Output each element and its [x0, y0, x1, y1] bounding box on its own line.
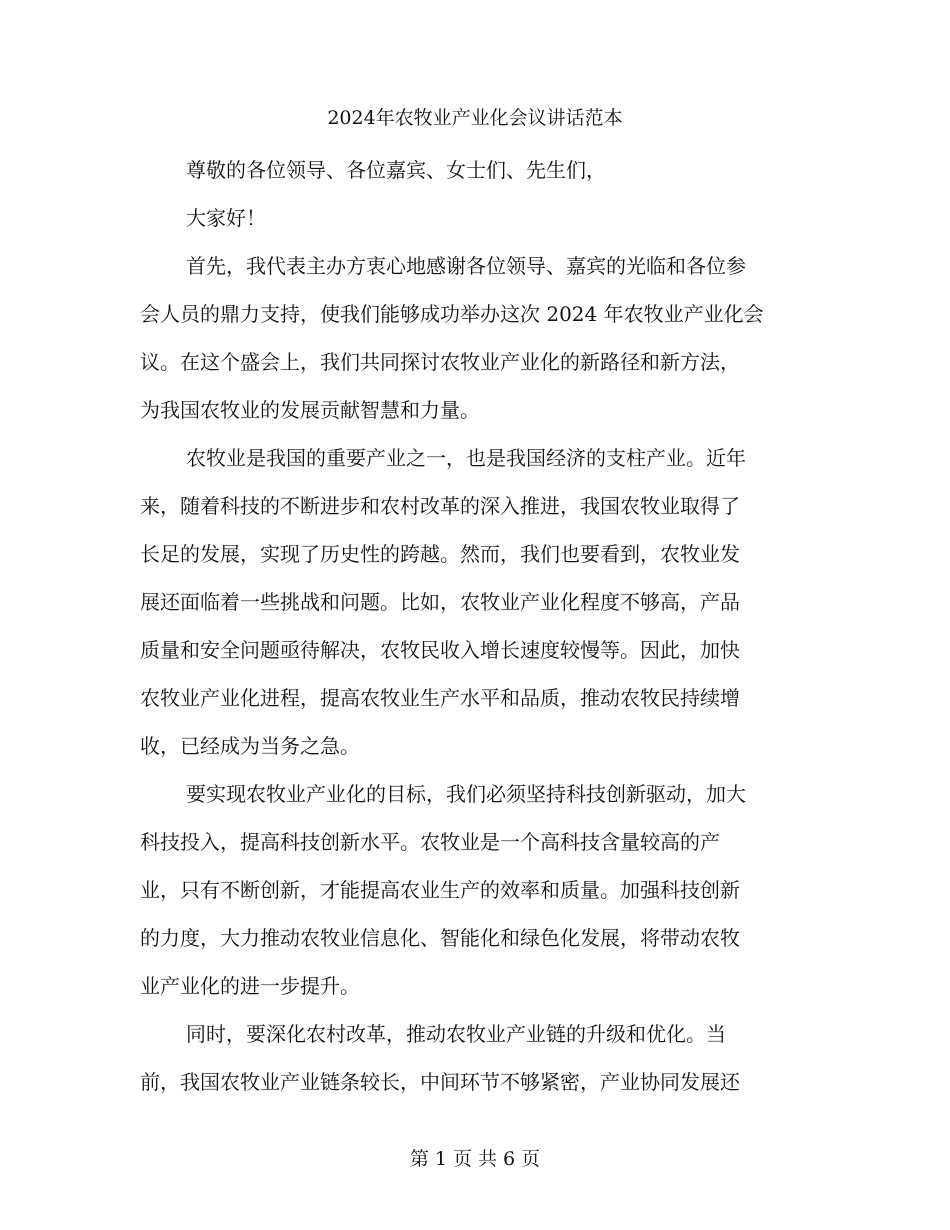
paragraph-line: 要实现农牧业产业化的目标，我们必须坚持科技创新驱动，加大: [186, 782, 746, 806]
paragraph-line: 科技投入，提高科技创新水平。农牧业是一个高科技含量较高的产: [140, 830, 720, 854]
paragraph-line: 业，只有不断创新，才能提高农业生产的效率和质量。加强科技创新: [140, 878, 740, 902]
paragraph-line: 同时，要深化农村改革，推动农牧业产业链的升级和优化。当: [186, 1022, 726, 1046]
paragraph-line: 前，我国农牧业产业链条较长，中间环节不够紧密，产业协同发展还: [140, 1070, 740, 1094]
paragraph-line: 的力度，大力推动农牧业信息化、智能化和绿色化发展，将带动农牧: [140, 926, 740, 950]
paragraph-importance: [140, 434, 810, 770]
paragraph-line: 展还面临着一些挑战和问题。比如，农牧业产业化程度不够高，产品: [140, 590, 740, 614]
paragraph-line: 议。在这个盛会上，我们共同探讨农牧业产业化的新路径和新方法，: [140, 350, 740, 374]
paragraph-line: 会人员的鼎力支持，使我们能够成功举办这次 2024 年农牧业产业化会: [140, 302, 764, 326]
paragraph-reform: [140, 1010, 810, 1106]
paragraph-line: 首先，我代表主办方衷心地感谢各位领导、嘉宾的光临和各位参: [186, 254, 746, 278]
paragraph-line: 质量和安全问题亟待解决，农牧民收入增长速度较慢等。因此，加快: [140, 638, 740, 662]
paragraph-greeting: [140, 146, 810, 194]
paragraph-hello: [140, 194, 810, 242]
paragraph-line: 农牧业是我国的重要产业之一，也是我国经济的支柱产业。近年: [186, 446, 746, 470]
paragraph-line: 长足的发展，实现了历史性的跨越。然而，我们也要看到，农牧业发: [140, 542, 740, 566]
document-body: [140, 146, 810, 1106]
document-title: 2024年农牧业产业化会议讲话范本: [327, 107, 623, 129]
paragraph-innovation: [140, 770, 810, 1010]
paragraph-line: 为我国农牧业的发展贡献智慧和力量。: [140, 398, 480, 422]
page-number-footer: 第 1 页 共 6 页: [409, 1148, 541, 1170]
paragraph-line: 大家好！: [186, 206, 266, 230]
paragraph-line: 业产业化的进一步提升。: [140, 974, 360, 998]
paragraph-line: 来，随着科技的不断进步和农村改革的深入推进，我国农牧业取得了: [140, 494, 740, 518]
paragraph-line: 收，已经成为当务之急。: [140, 734, 360, 758]
paragraph-line: 农牧业产业化进程，提高农牧业生产水平和品质，推动农牧民持续增: [140, 686, 740, 710]
paragraph-line: 尊敬的各位领导、各位嘉宾、女士们、先生们，: [186, 158, 606, 182]
paragraph-thanks: [140, 242, 810, 434]
